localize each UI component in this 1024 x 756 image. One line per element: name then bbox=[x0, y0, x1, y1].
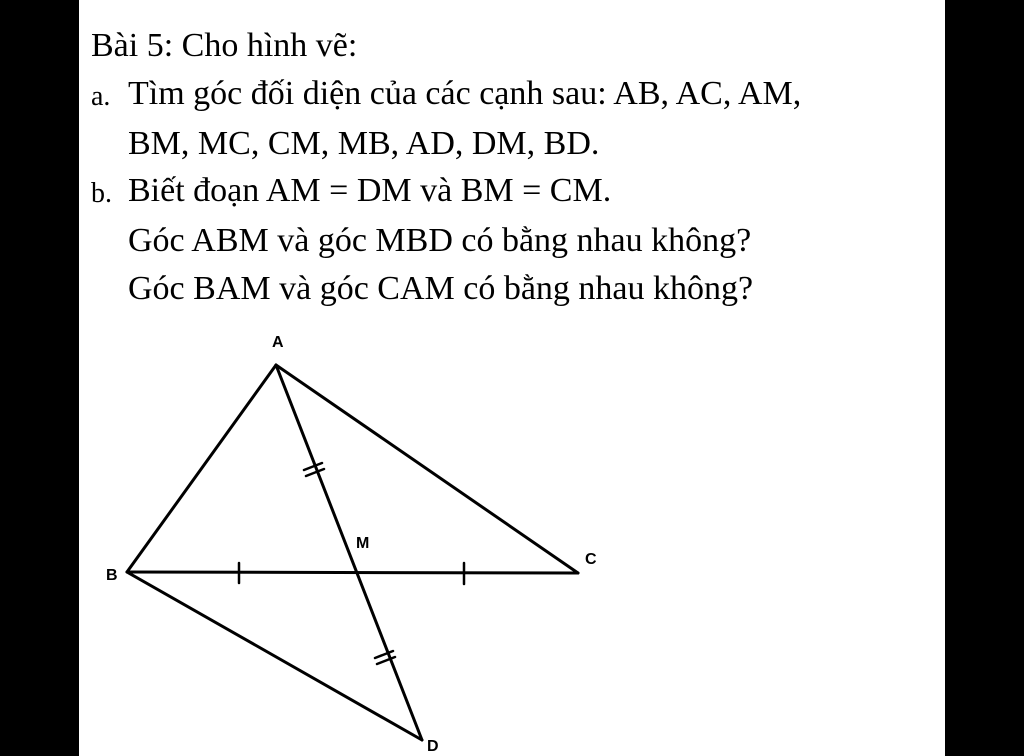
part-a-marker: a. bbox=[91, 81, 111, 112]
segment-ab bbox=[127, 365, 276, 572]
geometry-figure bbox=[79, 0, 945, 756]
part-b-line-3: Góc BAM và góc CAM có bằng nhau không? bbox=[128, 270, 754, 307]
part-a-line-2: BM, MC, CM, MB, AD, DM, BD. bbox=[128, 125, 600, 162]
segment-bc bbox=[127, 572, 578, 573]
label-d: D bbox=[427, 738, 439, 755]
double-tick-am bbox=[304, 463, 324, 476]
part-b-line-1: Biết đoạn AM = DM và BM = CM. bbox=[128, 172, 612, 209]
label-c: C bbox=[585, 551, 597, 568]
part-a-line-1: Tìm góc đối diện của các cạnh sau: AB, AC, AM, bbox=[128, 75, 802, 112]
label-b: B bbox=[106, 567, 118, 584]
document-page bbox=[79, 0, 945, 756]
part-b-marker: b. bbox=[91, 178, 112, 209]
exercise-title: Bài 5: Cho hình vẽ: bbox=[91, 27, 358, 64]
part-b-line-2: Góc ABM và góc MBD có bằng nhau không? bbox=[128, 222, 752, 259]
segment-ad bbox=[276, 365, 422, 740]
label-a: A bbox=[272, 334, 284, 351]
label-m: M bbox=[356, 535, 370, 552]
